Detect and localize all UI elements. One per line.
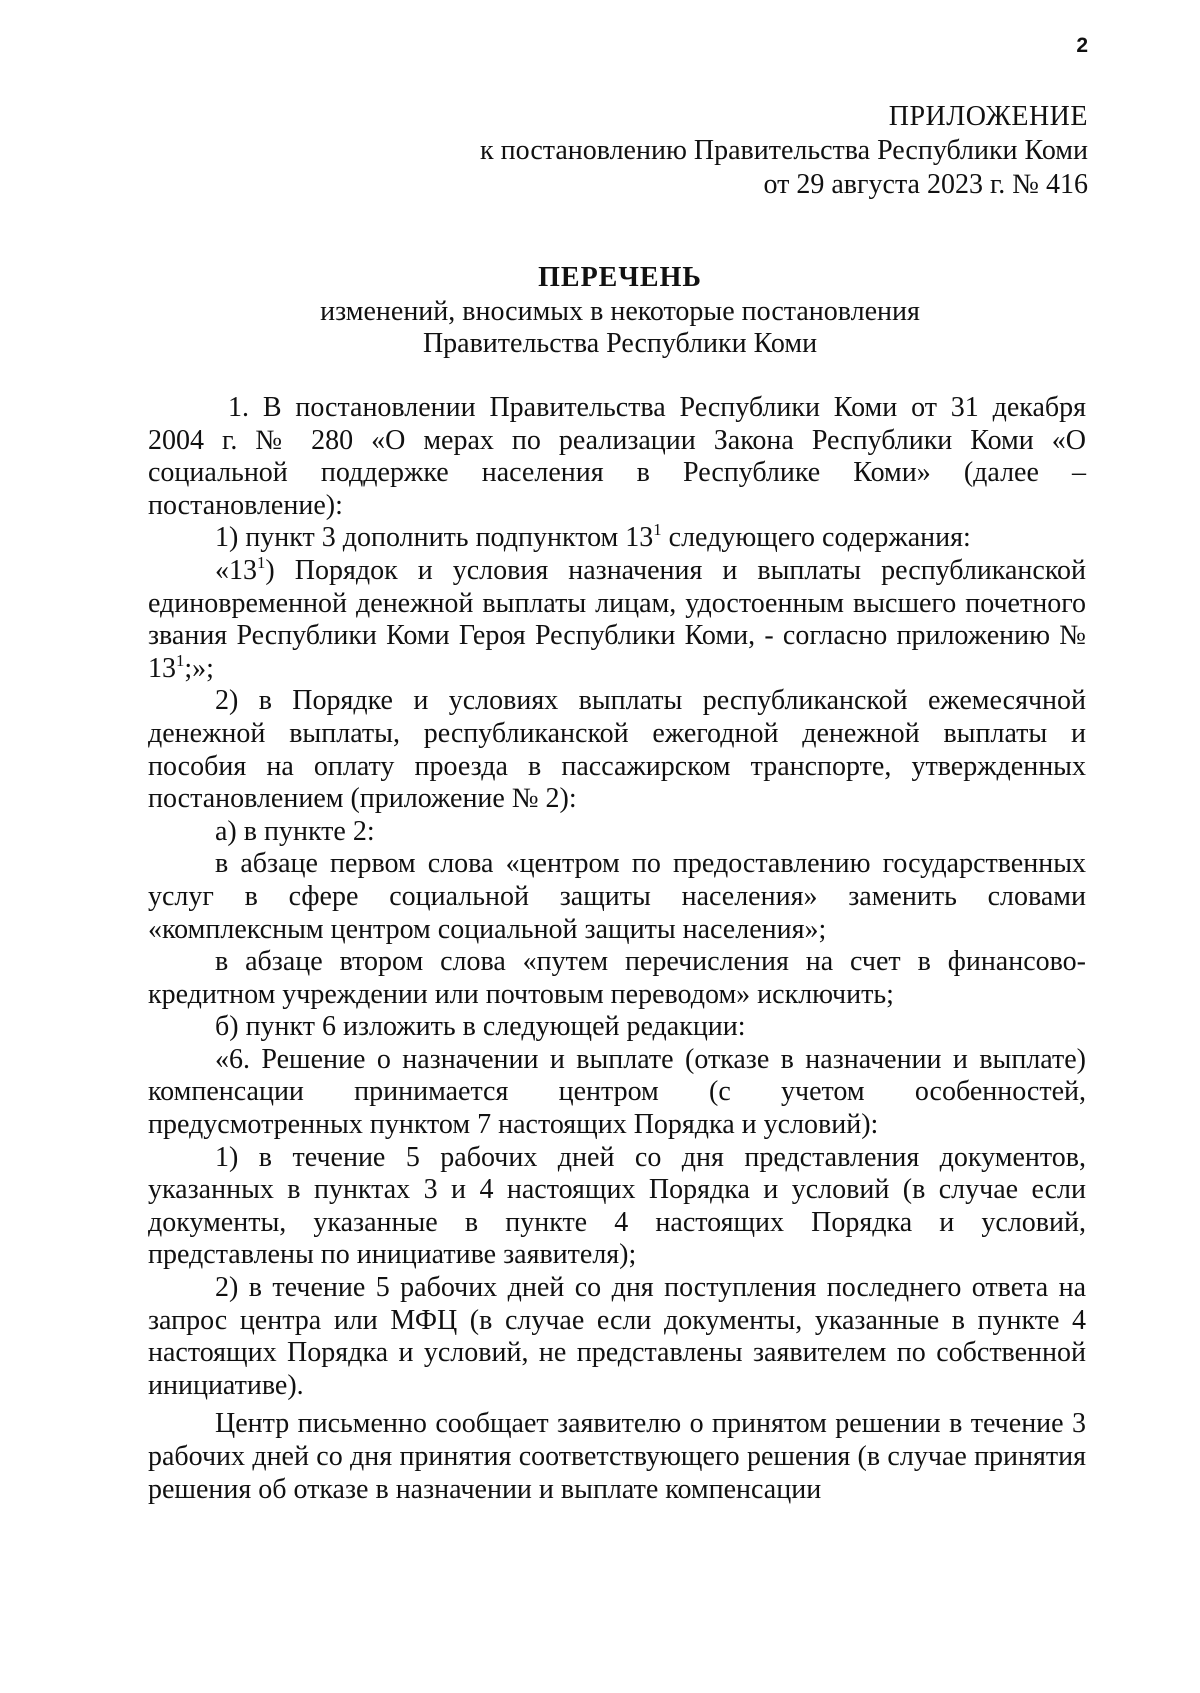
appendix-reference: к постановлению Правительства Республики Коми [480,135,1088,166]
paragraph-5: а) в пункте 2: [215,815,375,847]
heading-subtitle-line-1: изменений, вносимых в некоторые постановления [320,296,920,327]
paragraph-9: «6. Решение о назначении и выплате (отказе в назначении и выплате) компенсации принимается центром (с учетом особенностей, предусмотренных пунктом 7 настоящих Порядка и условий): [148,1043,1086,1141]
document-body [148,392,1086,1506]
document-heading [0,262,1200,360]
paragraph-4: 2) в Порядке и условиях выплаты республиканской ежемесячной денежной выплаты, республиканской ежегодной денежной выплаты и пособия на оплату проезда в пассажирском транспорте, утвержденных постановлением (приложение № 2): [148,685,1086,815]
appendix-header [480,100,1088,202]
page-number: 2 [1076,34,1088,57]
paragraph-11: 2) в течение 5 рабочих дней со дня поступления последнего ответа на запрос центра или МФЦ (в случае если документы, указанные в пункте 4 настоящих Порядка и условий, не представлены заявителем по собственной инициативе). [148,1272,1086,1401]
paragraph-12: Центр письменно сообщает заявителю о принятом решении в течение 3 рабочих дней со дня принятия соответствующего решения (в случае принятия решения об отказе в назначении и выплате компенсации [148,1408,1086,1505]
paragraph-3: «$13^1$) Порядок и условия назначения и выплаты республиканской единовременной денежной выплаты лицам, удостоенным высшего почетного звания Республики Коми Героя Республики Коми, - согласно приложению № $13^1$;»; [148,553,1086,684]
paragraph-2: 1) пункт 3 дополнить подпунктом $13^1$ следующего содержания: [215,520,971,554]
paragraph-8: б) пункт 6 изложить в следующей редакции: [215,1011,746,1043]
heading-subtitle-line-2: Правительства Республики Коми [422,328,818,359]
appendix-date-number: от 29 августа 2023 г. № 416 [763,169,1088,200]
paragraph-7: в абзаце втором слова «путем перечисления на счет в финансово-кредитном учреждении или почтовым переводом» исключить; [148,946,1086,1010]
heading-title: ПЕРЕЧЕНЬ [538,262,702,293]
paragraph-1: 1. В постановлении Правительства Республики Коми от 31 декабря 2004 г. № 280 «О мерах по реализации Закона Республики Коми «О социальной поддержке населения в Республике Коми» (далее – постановление): [148,392,1086,521]
paragraph-10: 1) в течение 5 рабочих дней со дня представления документов, указанных в пунктах 3 и 4 настоящих Порядка и условий (в случае если документы, указанные в пункте 4 настоящих Порядка и условий, представлены по инициативе заявителя); [148,1141,1086,1271]
paragraph-6: в абзаце первом слова «центром по предоставлению государственных услуг в сфере социальной защиты населения» заменить словами «комплексным центром социальной защиты населения»; [148,848,1086,945]
appendix-title: ПРИЛОЖЕНИЕ [888,101,1088,132]
